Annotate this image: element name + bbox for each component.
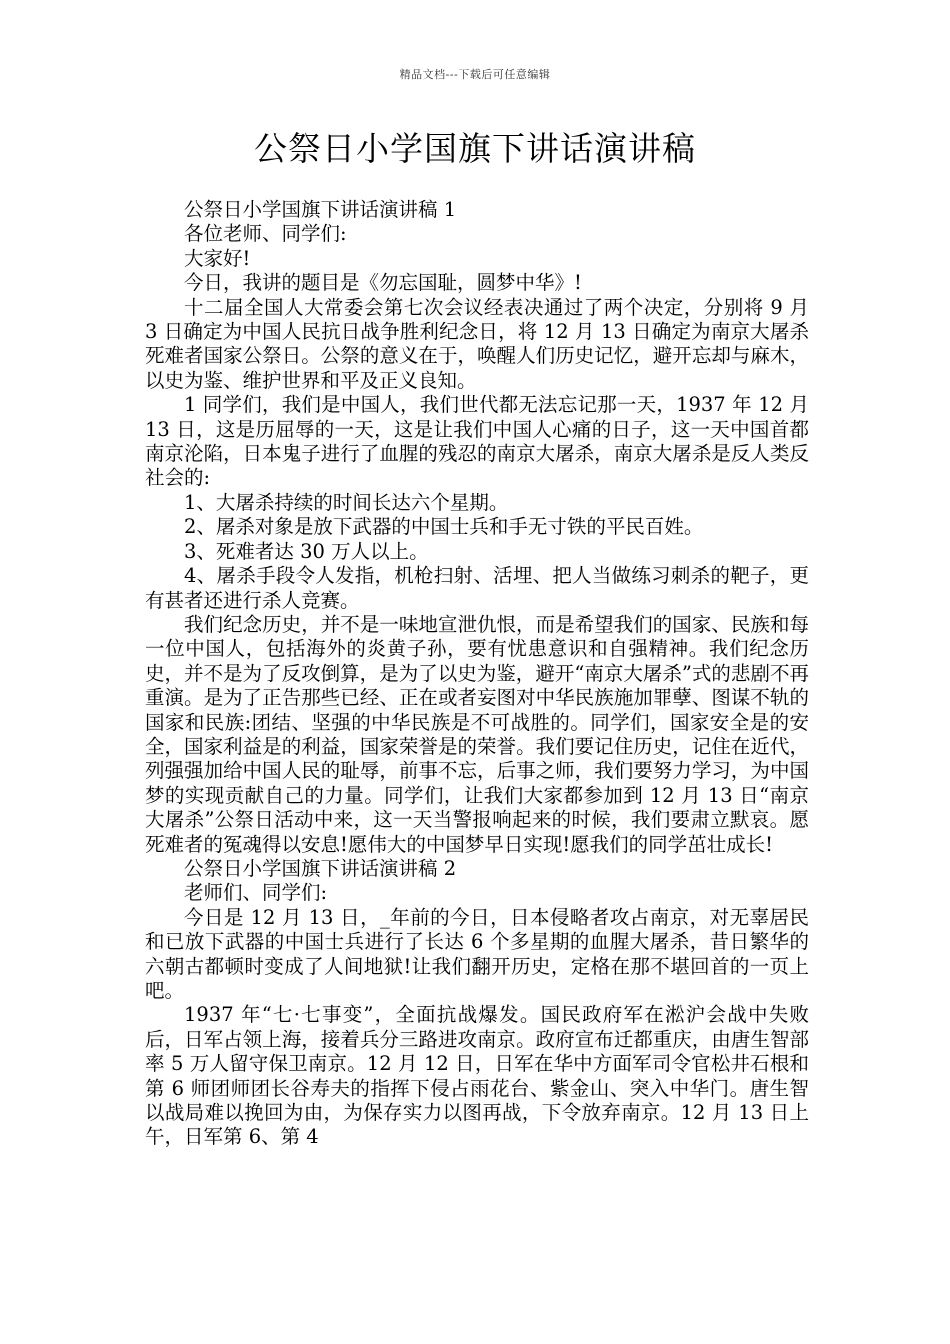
body-paragraph: 1937 年“七·七事变”，全面抗战爆发。国民政府军在淞沪会战中失败后，日军占领上海，接着兵分三路进攻南京。政府宣布迁都重庆，由唐生智部率 5 万人留守保卫南京。12 月 12 日，日军在华中方面军司令官松井石根和第 6 师团师团长谷寿夫的指挥下侵占雨花台、紫金山、突入中华门。唐生智以战局难以挽回为由，为保存实力以图再战，下令放弃南京。12 月 13 日上午，日军第 6、第 4: [145, 1003, 809, 1149]
section-heading-1: 公祭日小学国旗下讲话演讲稿 1: [184, 198, 457, 221]
salutation: 各位老师、同学们:: [184, 222, 347, 246]
list-item: 1、大屠杀持续的时间长达六个星期。: [184, 490, 509, 514]
body-paragraph: 1 同学们，我们是中国人，我们世代都无法忘记那一天，1937 年 12 月 13 日，这是历屈辱的一天，这是让我们中国人心痛的日子，这一天中国首都南京沦陷，日本鬼子进行了血腥的残忍的南京大屠杀，南京大屠杀是反人类反社会的:: [145, 393, 809, 490]
section-heading-2: 公祭日小学国旗下讲话演讲稿 2: [184, 856, 457, 880]
list-item: 3、死难者达 30 万人以上。: [184, 539, 429, 563]
greeting: 大家好!: [184, 246, 251, 270]
list-item: 2、屠杀对象是放下武器的中国士兵和手无寸铁的平民百姓。: [184, 515, 704, 539]
header-note: 精品文档---下载后可任意编辑: [399, 68, 551, 81]
list-item: 4、屠杀手段令人发指，机枪扫射、活埋、把人当做练习刺杀的靶子，更有甚者还进行杀人竞赛。: [145, 564, 809, 612]
body-paragraph: 我们纪念历史，并不是一味地宣泄仇恨，而是希望我们的国家、民族和每一位中国人，包括海外的炎黄子孙，要有忧患意识和自强精神。我们纪念历史，并不是为了反攻倒算，是为了以史为鉴，避开“南京大屠杀”式的悲剧不再重演。是为了正告那些已经、正在或者妄图对中华民族施加罪孽、图谋不轨的国家和民族:团结、坚强的中华民族是不可战胜的。同学们，国家安全是的安全，国家利益是的利益，国家荣誉是的荣誉。我们要记住历史，记住在近代，列强强加给中国人民的耻辱，前事不忘，后事之师，我们要努力学习，为中国梦的实现贡献自己的力量。同学们，让我们大家都参加到 12 月 13 日“南京大屠杀”公祭日活动中来，这一天当警报响起来的时候，我们要肃立默哀。愿死难者的冤魂得以安息!愿伟大的中国梦早日实现!愿我们的同学茁壮成长!: [145, 612, 809, 856]
document-body: [145, 198, 809, 1150]
body-paragraph: 十二届全国人大常委会第七次会议经表决通过了两个决定，分别将 9 月 3 日确定为中国人民抗日战争胜利纪念日，将 12 月 13 日确定为南京大屠杀死难者国家公祭日。公祭的意义在于，唤醒人们历史记忆，避开忘却与麻木，以史为鉴、维护世界和平及正义良知。: [145, 295, 809, 392]
body-paragraph: 今日是 12 月 13 日，_年前的今日，日本侵略者攻占南京，对无辜居民和已放下武器的中国士兵进行了长达 6 个多星期的血腥大屠杀，昔日繁华的六朝古都顿时变成了人间地狱!让我们翻开历史，定格在那不堪回首的一页上吧。: [145, 905, 809, 1002]
topic-line: 今日，我讲的题目是《勿忘国耻，圆梦中华》!: [184, 271, 582, 295]
document-title: 公祭日小学国旗下讲话演讲稿: [254, 129, 696, 168]
salutation: 老师们、同学们:: [184, 881, 328, 905]
